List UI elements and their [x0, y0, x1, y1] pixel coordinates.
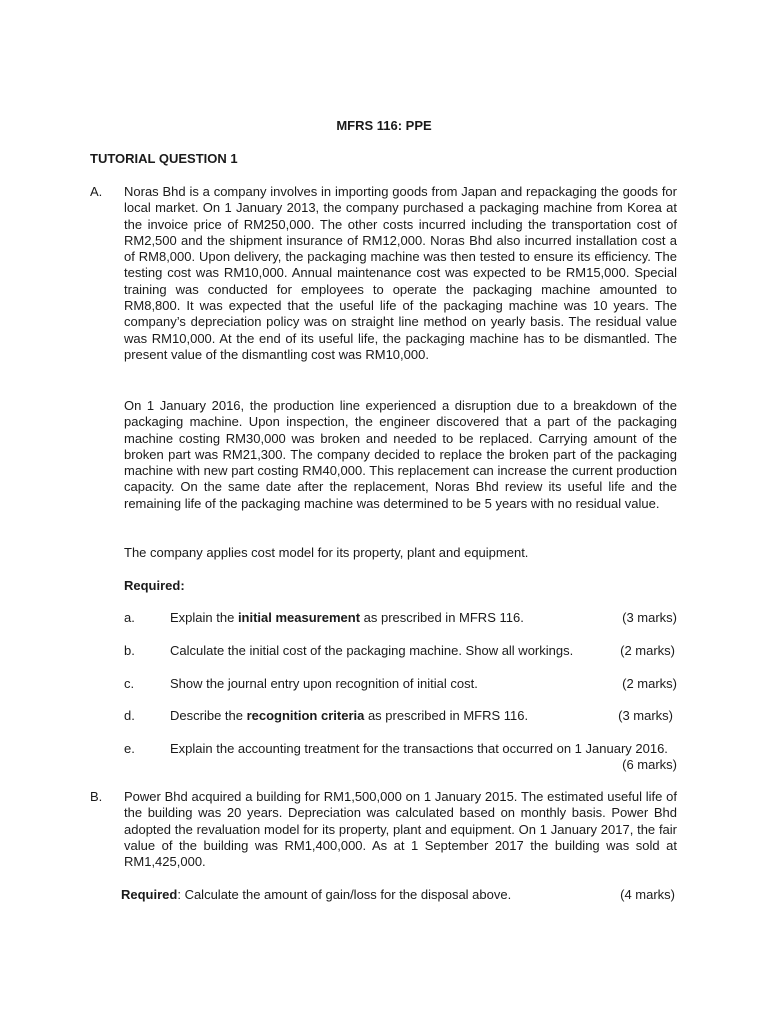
item-marks: (2 marks) [622, 676, 677, 691]
item-text: Calculate the initial cost of the packaging machine. Show all workings. [170, 643, 574, 658]
section-a-paragraph-2: On 1 January 2016, the production line experienced a disruption due to a breakdown of the packaging machine. Upon inspection, the engineer discovered that a part of the packaging machine costing RM30,000 was broken and needed to be replaced. Carrying amount of the broken part was RM21,300. The company decided to replace the broken part of the packaging machine with new part costing RM40,000. This replacement can increase the current production capacity. On the same date after the replacement, Noras Bhd review its useful life and the remaining life of the packaging machine was determined to be 5 years with no residual value. [124, 398, 677, 511]
item-text: Show the journal entry upon recognition of initial cost. [170, 676, 478, 691]
item-marks: (3 marks) [622, 610, 677, 625]
item-text: Explain the initial measurement as prescribed in MFRS 116. [170, 610, 524, 625]
section-b-label: B. [90, 789, 103, 804]
item-label: c. [124, 676, 135, 691]
item-marks: (6 marks) [622, 757, 677, 772]
section-a-paragraph-1: Noras Bhd is a company involves in importing goods from Japan and repackaging the goods for local market. On 1 January 2013, the company purchased a packaging machine from Korea at the invoice price of RM250,000. The other costs incurred including the transportation cost of RM2,500 and the shipment insurance of RM12,000. Noras Bhd also incurred installation cost a of RM8,000. Upon delivery, the packaging machine was then tested to ensure its efficiency. The testing cost was RM10,000. Annual maintenance cost was expected to be RM15,000. Special training was conducted for employees to operate the packaging machine amounted to RM8,800. It was expected that the useful life of the packaging machine was 10 years. The company’s depreciation policy was on straight line method on yearly basis. The residual value was RM10,000. At the end of its useful life, the packaging machine has to be dismantled. The present value of the dismantling cost was RM10,000. [124, 184, 677, 362]
item-marks: (3 marks) [618, 708, 673, 723]
question-item-d [124, 708, 677, 742]
question-item-e [124, 741, 677, 775]
section-b-required [121, 887, 677, 903]
item-label: d. [124, 708, 135, 723]
item-text: Describe the recognition criteria as prescribed in MFRS 116. [170, 708, 529, 723]
required-text: : Calculate the amount of gain/loss for the disposal above. [177, 887, 512, 902]
item-marks: (4 marks) [620, 887, 675, 902]
item-label: a. [124, 610, 135, 625]
section-a-label: A. [90, 184, 103, 199]
question-item-b [124, 643, 677, 677]
page-title: MFRS 116: PPE [336, 118, 432, 133]
item-label: e. [124, 741, 135, 756]
section-a-required: Required: [124, 578, 185, 593]
item-text: Explain the accounting treatment for the transactions that occurred on 1 January 2016. [170, 741, 668, 756]
section-b-paragraph: Power Bhd acquired a building for RM1,500,000 on 1 January 2015. The estimated useful life of the building was 20 years. Depreciation was calculated based on monthly basis. Power Bhd adopted the revaluation model for its property, plant and equipment. On 1 January 2017, the fair value of the building was RM1,400,000. As at 1 September 2017 the building was sold at RM1,425,000. [124, 789, 677, 870]
section-a-paragraph-3: The company applies cost model for its property, plant and equipment. [124, 545, 529, 560]
question-item-c [124, 676, 677, 710]
required-label: Required [121, 887, 178, 902]
item-marks: (2 marks) [620, 643, 675, 658]
item-label: b. [124, 643, 135, 658]
tutorial-heading: TUTORIAL QUESTION 1 [90, 151, 238, 166]
question-item-a [124, 610, 677, 644]
